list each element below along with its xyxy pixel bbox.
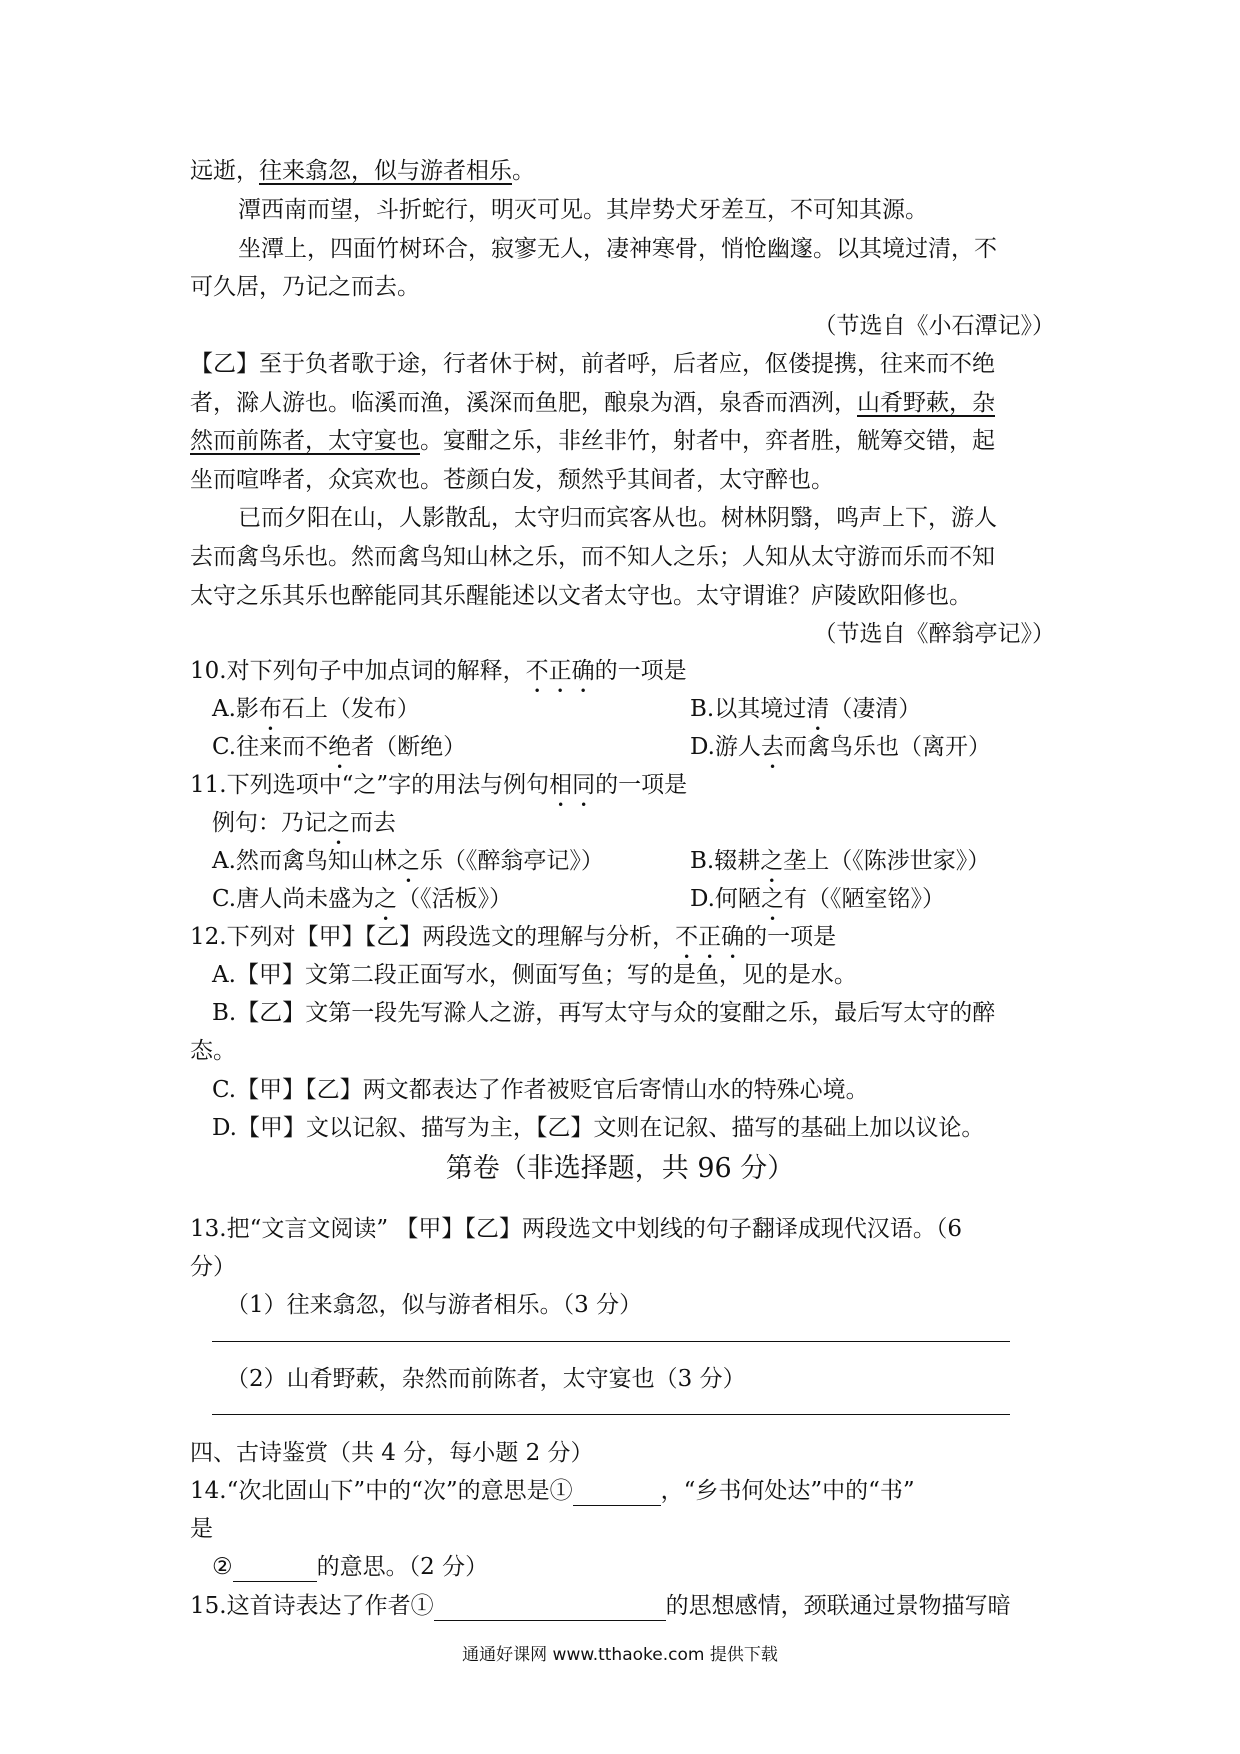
underlined-sentence: 山肴野蔌，杂 bbox=[857, 390, 995, 416]
q10-option-c: C.往来而不绝者（断绝） bbox=[212, 734, 467, 760]
fill-blank-3[interactable] bbox=[434, 1596, 666, 1621]
source-note: （节选自《醉翁亭记》） bbox=[813, 621, 1055, 647]
q12-option-b: B.【乙】文第一段先写滁人之游，再写太守与众的宴酣之乐，最后写太守的醉 bbox=[212, 1000, 996, 1026]
section-heading: 第卷（非选择题，共 96 分） bbox=[445, 1153, 795, 1184]
q11-option-d: D.何陋之有（《陋室铭》） bbox=[690, 886, 945, 912]
question-14-line: 14.“次北固山下”中的“次”的意思是① ，“乡书何处达”中的“书” bbox=[190, 1478, 915, 1504]
question-13-stem: 13.把“文言文阅读” 【甲】【乙】两段选文中划线的句子翻译成现代汉语。（6 bbox=[190, 1216, 963, 1242]
fill-blank-1[interactable] bbox=[573, 1481, 661, 1506]
q13-sentence-2: （2）山肴野蔌，杂然而前陈者，太守宴也（3 分） bbox=[226, 1366, 746, 1392]
question-12-stem: 12.下列对【甲】【乙】两段选文的理解与分析，不正确的一项是 bbox=[190, 924, 837, 950]
part-heading: 四、古诗鉴赏（共 4 分，每小题 2 分） bbox=[190, 1440, 594, 1466]
source-note: （节选自《小石潭记》） bbox=[813, 313, 1055, 339]
question-11-stem: 11.下列选项中“之”字的用法与例句相同的一项是 bbox=[190, 772, 688, 798]
q12-option-c: C.【甲】【乙】两文都表达了作者被贬官后寄情山水的特殊心境。 bbox=[212, 1077, 869, 1103]
q11-option-b: B.辍耕之垄上（《陈涉世家》） bbox=[690, 848, 991, 874]
passage-line: 潭西南而望，斗折蛇行，明灭可见。其岸势犬牙差互，不可知其源。 bbox=[238, 197, 928, 223]
q12-option-d: D.【甲】文以记叙、描写为主，【乙】文则在记叙、描写的基础上加以议论。 bbox=[212, 1115, 985, 1141]
q11-option-c: C.唐人尚未盛为之（《活板》） bbox=[212, 886, 513, 912]
fill-blank-2[interactable] bbox=[233, 1557, 317, 1582]
q10-option-b: B.以其境过清（凄清） bbox=[690, 696, 922, 722]
passage-line: 坐而喧哗者，众宾欢也。苍颜白发，颓然乎其间者，太守醉也。 bbox=[190, 467, 834, 493]
page-footer: 通通好课网 www.tthaoke.com 提供下载 bbox=[462, 1645, 778, 1665]
passage-line: 【乙】至于负者歌于途，行者休于树，前者呼，后者应，伛偻提携，往来而不绝 bbox=[190, 351, 995, 377]
question-10-stem: 10.对下列句子中加点词的解释，不正确的一项是 bbox=[190, 658, 687, 684]
q10-option-a: A.影布石上（发布） bbox=[212, 696, 420, 722]
q13-sentence-1: （1）往来翕忽，似与游者相乐。（3 分） bbox=[226, 1292, 643, 1318]
passage-line: 坐潭上，四面竹树环合，寂寥无人，凄神寒骨，悄怆幽邃。以其境过清，不 bbox=[238, 236, 997, 262]
question-14-line: ② 的意思。（2 分） bbox=[212, 1554, 489, 1580]
passage-line: 可久居，乃记之而去。 bbox=[190, 274, 420, 300]
q10-option-d: D.游人去而禽鸟乐也（离开） bbox=[690, 734, 991, 760]
q12-option-b-cont: 态。 bbox=[190, 1038, 236, 1064]
underlined-sentence: 往来翕忽，似与游者相乐 bbox=[259, 158, 512, 184]
answer-line-1[interactable] bbox=[212, 1341, 1010, 1342]
passage-line: 远逝，往来翕忽，似与游者相乐。 bbox=[190, 158, 535, 184]
passage-line: 太守之乐其乐也醉能同其乐醒能述以文者太守也。太守谓谁？庐陵欧阳修也。 bbox=[190, 583, 972, 609]
passage-line: 去而禽鸟乐也。然而禽鸟知山林之乐，而不知人之乐；人知从太守游而乐而不知 bbox=[190, 544, 995, 570]
question-13-stem-cont: 分） bbox=[190, 1254, 236, 1280]
passage-line: 然而前陈者，太守宴也。宴酣之乐，非丝非竹，射者中，弈者胜，觥筹交错，起 bbox=[190, 428, 995, 454]
underlined-sentence: 然而前陈者，太守宴也 bbox=[190, 428, 420, 454]
q12-option-a: A.【甲】文第二段正面写水，侧面写鱼；写的是鱼，见的是水。 bbox=[212, 962, 857, 988]
q11-option-a: A.然而禽鸟知山林之乐（《醉翁亭记》） bbox=[212, 848, 604, 874]
q11-example: 例句：乃记之而去 bbox=[212, 810, 396, 836]
answer-line-2[interactable] bbox=[212, 1414, 1010, 1415]
question-14-line: 是 bbox=[190, 1516, 213, 1542]
passage-line: 已而夕阳在山，人影散乱，太守归而宾客从也。树林阴翳，鸣声上下，游人 bbox=[238, 505, 997, 531]
passage-line: 者，滁人游也。临溪而渔，溪深而鱼肥，酿泉为酒，泉香而酒洌，山肴野蔌，杂 bbox=[190, 390, 995, 416]
question-15-line: 15.这首诗表达了作者① 的思想感情，颈联通过景物描写暗 bbox=[190, 1593, 1011, 1619]
